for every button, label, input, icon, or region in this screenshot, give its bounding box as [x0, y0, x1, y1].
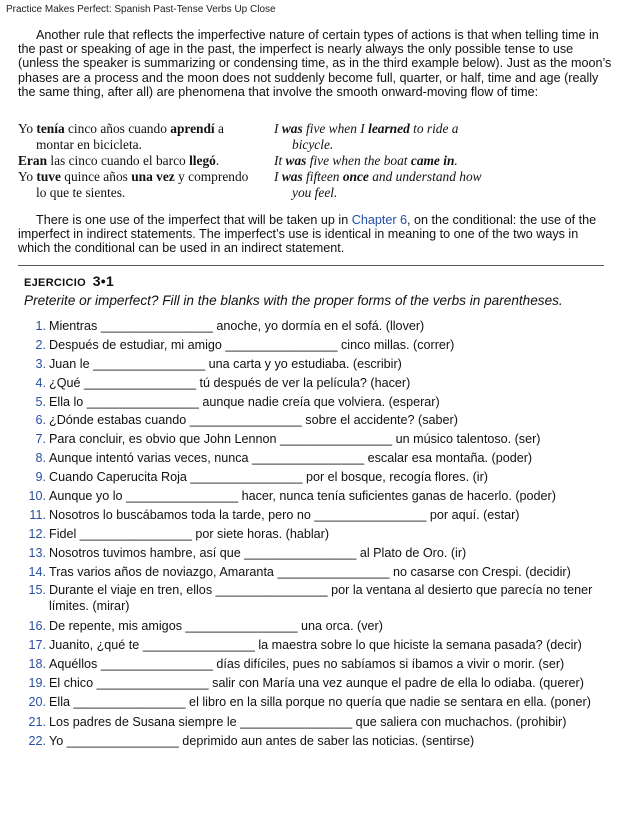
- example-spanish: [18, 153, 268, 169]
- exercise-item: [22, 318, 622, 334]
- exercise-item: [22, 431, 622, 447]
- example-spanish-segment: y comprendo: [174, 169, 249, 184]
- exercise-item-number: 8.: [35, 451, 46, 466]
- exercise-item-number: 3.: [35, 356, 46, 371]
- exercise-item: [22, 375, 622, 391]
- example-english-segment: five when I: [302, 121, 369, 136]
- exercise-item-text: Juanito, ¿qué te ________________ la maestra sobre lo que hiciste la semana pasada? (decir): [49, 637, 582, 652]
- example-english: [274, 169, 604, 201]
- exercise-item: [22, 394, 622, 410]
- example-spanish-segment: a: [214, 121, 224, 136]
- example-english-segment: was: [281, 121, 303, 136]
- exercise-item-number: 11.: [29, 507, 46, 522]
- example-spanish-segment: aprendí: [170, 121, 215, 136]
- example-english: [274, 121, 604, 153]
- exercise-item-number: 5.: [35, 394, 46, 409]
- paragraph-text: , on the conditional: the use of the imperfect in indirect statements. The imperfect’s use is identical in meaning to one of the two ways in which the conditional can be used in an indirect statement.: [18, 213, 597, 256]
- exercise-item-text: Cuando Caperucita Roja ________________ por el bosque, recogía flores. (ir): [49, 470, 488, 485]
- example-spanish-continued: lo que te sientes.: [36, 185, 126, 201]
- exercise-item-text: Ella ________________ el libro en la silla porque no quería que nadie se sentara en ella. (poner): [49, 695, 591, 710]
- exercise-item-text: Los padres de Susana siempre le ________________ que saliera con muchachos. (prohibir): [49, 714, 567, 729]
- exercise-item-text: Después de estudiar, mi amigo ________________ cinco millas. (correr): [49, 337, 455, 352]
- example-spanish-segment: una vez: [131, 169, 175, 184]
- exercise-item-number: 13.: [28, 545, 46, 560]
- exercise-item: [22, 675, 609, 691]
- exercise-item-text: Aunque intentó varias veces, nunca ________________ escalar esa montaña. (poder): [49, 451, 533, 466]
- running-header: Practice Makes Perfect: Spanish Past-Tense Verbs Up Close: [6, 4, 276, 15]
- exercise-items-list: [22, 318, 622, 751]
- example-english-segment: once: [342, 169, 369, 184]
- exercise-item-number: 19.: [28, 675, 46, 690]
- exercise-item: [22, 469, 622, 485]
- example-spanish-segment: llegó: [189, 153, 216, 168]
- example-english-segment: to ride a: [409, 121, 459, 136]
- exercise-item: [22, 582, 609, 614]
- exercise-item-number: 4.: [35, 375, 46, 390]
- exercise-item: [22, 507, 622, 523]
- exercise-item: [22, 526, 622, 542]
- exercise-item-text: Durante el viaje en tren, ellos ________________ por la ventana al desierto que parecía no tener límites. (mirar): [49, 583, 593, 614]
- example-spanish-segment: .: [215, 153, 220, 168]
- section-divider: [18, 265, 604, 266]
- paragraph-text: There is one use of the imperfect that will be taken up in: [36, 213, 352, 227]
- example-english: [274, 153, 604, 169]
- exercise-item-number: 14.: [28, 564, 46, 579]
- example-spanish-segment: tenía: [36, 121, 65, 136]
- exercise-item: [22, 337, 622, 353]
- exercise-label: [24, 273, 114, 289]
- chapter-6-link[interactable]: Chapter 6: [351, 213, 408, 227]
- exercise-item-text: Aquéllos ________________ días difíciles, pues no sabíamos si íbamos a vivir o morir. (ser): [49, 656, 565, 671]
- example-spanish-segment: Yo: [18, 169, 37, 184]
- example-spanish-segment: tuve: [36, 169, 61, 184]
- exercise-item-number: 17.: [28, 637, 46, 652]
- exercise-item-number: 16.: [28, 618, 46, 633]
- exercise-item-number: 22.: [28, 733, 46, 748]
- exercise-item-text: Tras varios años de noviazgo, Amaranta ________________ no casarse con Crespi. (decidir): [49, 564, 571, 579]
- exercise-item-number: 1.: [35, 319, 46, 333]
- exercise-item-number: 9.: [35, 470, 46, 485]
- exercise-item-text: Aunque yo lo ________________ hacer, nunca tenía suficientes ganas de hacerlo. (poder): [49, 489, 556, 504]
- exercise-item: [22, 356, 622, 372]
- exercise-item-text: ¿Qué ________________ tú después de ver la película? (hacer): [49, 375, 411, 390]
- example-spanish-continued: montar en bicicleta.: [36, 137, 142, 153]
- exercise-item-text: Ella lo ________________ aunque nadie creía que volviera. (esperar): [49, 394, 440, 409]
- example-english-segment: I: [274, 169, 282, 184]
- exercise-item-text: Nosotros tuvimos hambre, así que ________________ al Plato de Oro. (ir): [49, 545, 467, 560]
- exercise-item: [22, 564, 622, 580]
- exercise-item: [22, 637, 622, 653]
- exercise-item-text: Mientras ________________ anoche, yo dormía en el sofá. (llover): [49, 319, 425, 333]
- exercise-number: 3•1: [92, 273, 115, 289]
- example-spanish-segment: quince años: [60, 169, 132, 184]
- example-english-segment: was: [281, 169, 303, 184]
- exercise-item-text: El chico ________________ salir con María una vez aunque el padre de ella lo odiaba. (querer): [49, 675, 584, 690]
- exercise-item-text: Juan le ________________ una carta y yo estudiaba. (escribir): [49, 356, 402, 371]
- exercise-item: [22, 618, 622, 634]
- exercise-item-text: Fidel ________________ por siete horas. (hablar): [49, 526, 330, 541]
- paragraph-imperfect-time-age: [18, 28, 612, 99]
- exercise-item: [22, 694, 609, 710]
- paragraph-indirect-statements: [18, 213, 612, 256]
- exercise-item-number: 15.: [28, 583, 46, 598]
- exercise-item: [22, 488, 622, 504]
- exercise-item: [22, 733, 622, 749]
- example-english-segment: fifteen: [302, 169, 343, 184]
- example-spanish: [18, 169, 268, 201]
- example-english-segment: .: [454, 153, 458, 168]
- exercise-item: [22, 545, 622, 561]
- exercise-item-number: 2.: [35, 337, 46, 352]
- example-spanish-segment: Eran: [18, 153, 48, 168]
- exercise-item: [22, 450, 622, 466]
- exercise-item-number: 7.: [35, 432, 46, 447]
- exercise-item-text: Nosotros lo buscábamos toda la tarde, pero no ________________ por aquí. (estar): [49, 507, 520, 522]
- exercise-item: [22, 714, 622, 730]
- example-english-continued: bicycle.: [292, 137, 334, 153]
- exercise-item-number: 21.: [28, 714, 46, 729]
- exercise-item-text: ¿Dónde estabas cuando ________________ sobre el accidente? (saber): [49, 413, 458, 428]
- exercise-item: [22, 412, 622, 428]
- example-english-segment: came in: [410, 153, 455, 168]
- example-spanish-segment: las cinco cuando el barco: [47, 153, 190, 168]
- example-english-continued: you feel.: [292, 185, 338, 201]
- exercise-item-text: Para concluir, es obvio que John Lennon ________________ un músico talentoso. (ser): [49, 432, 541, 447]
- example-english-segment: It: [274, 153, 286, 168]
- exercise-item-number: 20.: [28, 695, 46, 710]
- example-english-segment: learned: [368, 121, 410, 136]
- exercise-label-text: EJERCICIO: [24, 277, 86, 289]
- example-english-segment: was: [285, 153, 307, 168]
- exercise-item-number: 6.: [35, 413, 46, 428]
- example-english-segment: and understand how: [368, 169, 482, 184]
- example-spanish: [18, 121, 268, 153]
- example-spanish-segment: cinco años cuando: [64, 121, 171, 136]
- example-english-segment: five when the boat: [306, 153, 411, 168]
- example-spanish-segment: Yo: [18, 121, 37, 136]
- exercise-instructions: Preterite or imperfect? Fill in the blanks with the proper forms of the verbs in parentheses.: [24, 293, 563, 308]
- paragraph-text: Another rule that reflects the imperfective nature of certain types of actions is that when telling time in the past or speaking of age in the past, the imperfect is nearly always the only possible tense to use (unless the speaker is summarizing or condensing time, as in the third example below). Just as the moon’s phases are a process and the moon does not suddenly become full, quarter, or half, time and age (really the same thing, after all) are phenomena that involve the smooth onward-moving flow of time:: [18, 28, 612, 99]
- exercise-item-text: Yo ________________ deprimido aun antes de saber las noticias. (sentirse): [49, 733, 475, 748]
- exercise-item: [22, 656, 622, 672]
- exercise-item-number: 10.: [28, 489, 46, 504]
- exercise-item-text: De repente, mis amigos ________________ una orca. (ver): [49, 618, 383, 633]
- exercise-item-number: 18.: [28, 656, 46, 671]
- exercise-item-number: 12.: [28, 526, 46, 541]
- example-english-segment: I: [274, 121, 282, 136]
